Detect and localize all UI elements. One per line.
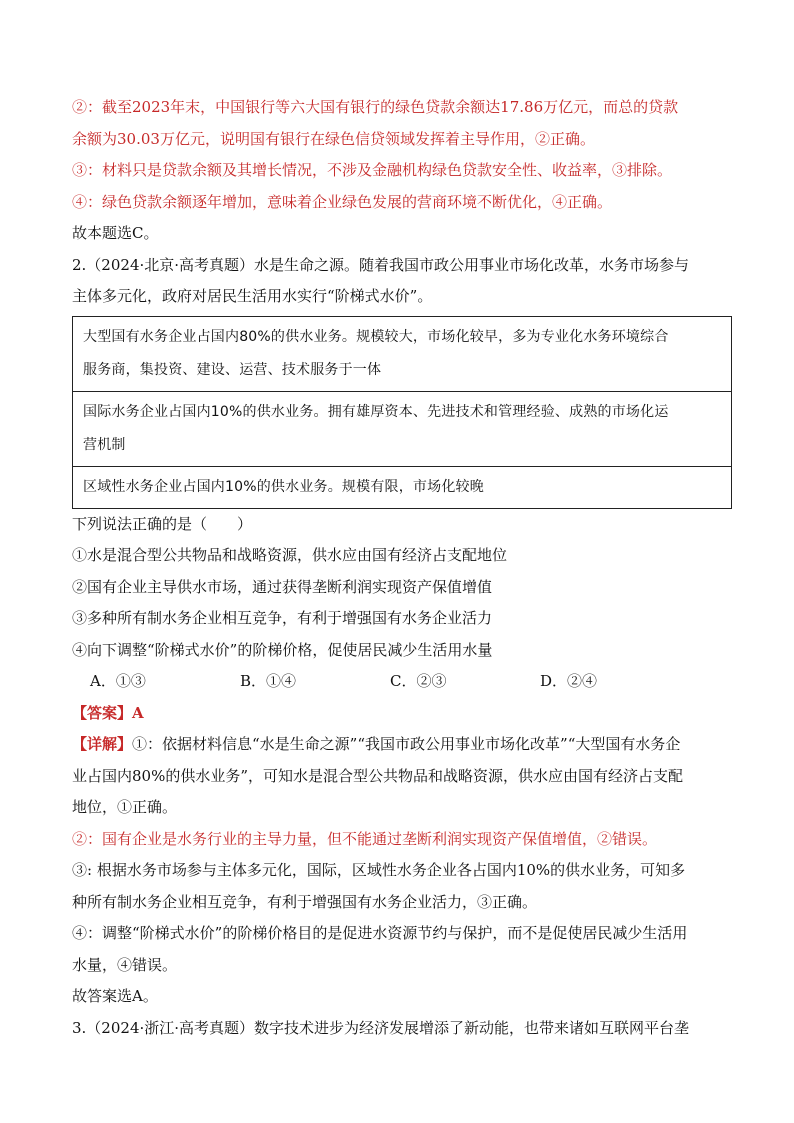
q2-question: 下列说法正确的是（ ） — [72, 514, 253, 533]
detail-p3-line1: ③: 根据水务市场参与主体多元化，国际，区域性水务企业各占国内10%的供水业务，可知多 — [72, 861, 686, 879]
detail-p2: ②：国有企业是水务行业的主导力量，但不能通过垄断利润实现资产保值增值，②错误。 — [72, 829, 658, 848]
q2-stem-line2: 主体多元化，政府对居民生活用水实行“阶梯式水价”。 — [72, 287, 433, 305]
detail-p1-line1 — [72, 729, 732, 761]
statement-3: ③多种所有制水务企业相互竞争，有利于增强国有水务企业活力 — [72, 609, 493, 627]
answer-value: A — [132, 703, 144, 722]
option-d[interactable]: D．②④ — [540, 672, 598, 690]
q1-detail-p3: ③：材料只是贷款余额及其增长情况，不涉及金融机构绿色贷款安全性、收益率，③排除。 — [72, 161, 673, 179]
q1-detail-p2-line2: 余额为30.03万亿元，说明国有银行在绿色信贷领域发挥着主导作用，②正确。 — [72, 129, 595, 148]
table-cell-line: 大型国有水务企业占国内80%的供水业务。规模较大，市场化较早，多为专业化水务环境综合 — [83, 328, 669, 345]
detail-p4-line2: 水量，④错误。 — [72, 955, 178, 974]
document-page — [72, 92, 732, 1044]
q2-stem-line1: 2.（2024·北京·高考真题）水是生命之源。随着我国市政公用事业市场化改革，水务市场参与 — [72, 255, 690, 274]
table-cell-line: 营机制 — [83, 436, 126, 453]
table-cell-line: 服务商，集投资、建设、运营、技术服务于一体 — [83, 361, 382, 378]
q1-conclusion: 故本题选C。 — [72, 224, 159, 242]
detail-p1-line3: 地位，①正确。 — [72, 798, 178, 816]
answer-tag: 【答案】 — [72, 703, 133, 722]
detail-p4-line1: ④：调整“阶梯式水价”的阶梯价格目的是促进水资源节约与保护，而不是促使居民减少生活用 — [72, 924, 688, 942]
material-table — [72, 316, 732, 509]
option-a[interactable]: A．①③ — [90, 672, 146, 690]
q2-conclusion: 故答案选A。 — [72, 987, 158, 1005]
q1-detail-p2-line1: ②：截至2023年末，中国银行等六大国有银行的绿色贷款余额达17.86万亿元，而总的贷款 — [72, 98, 679, 116]
detail-p1-line2: 业占国内80%的供水业务”，可知水是混合型公共物品和战略资源，供水应由国有经济占支配 — [72, 766, 684, 785]
statement-2: ②国有企业主导供水市场，通过获得垄断利润实现资产保值增值 — [72, 577, 493, 596]
table-cell-line: 国际水务企业占国内10%的供水业务。拥有雄厚资本、先进技术和管理经验、成熟的市场化运 — [83, 403, 669, 420]
q1-detail-p4: ④：绿色贷款余额逐年增加，意味着企业绿色发展的营商环境不断优化，④正确。 — [72, 192, 613, 211]
option-b[interactable]: B．①④ — [240, 672, 297, 690]
table-row — [73, 392, 731, 467]
statement-1: ①水是混合型公共物品和战略资源，供水应由国有经济占支配地位 — [72, 546, 508, 564]
detail-tag: 【详解】 — [72, 735, 133, 753]
answer-line — [72, 698, 732, 730]
table-row — [73, 467, 731, 508]
detail-p3-line2: 种所有制水务企业相互竞争，有利于增强国有水务企业活力，③正确。 — [72, 892, 538, 911]
table-cell-line: 区域性水务企业占国内10%的供水业务。规模有限，市场化较晚 — [83, 478, 484, 495]
answer-options — [72, 666, 732, 698]
detail-text: ①：依据材料信息“水是生命之源”“我国市政公用事业市场化改革”“大型国有水务企 — [132, 735, 681, 753]
q3-stem-line1: 3.（2024·浙江·高考真题）数字技术进步为经济发展增添了新动能，也带来诸如互联网平台垄 — [72, 1018, 690, 1037]
statement-4: ④向下调整“阶梯式水价”的阶梯价格，促使居民减少生活用水量 — [72, 640, 493, 659]
option-c[interactable]: C．②③ — [390, 672, 447, 690]
table-row — [73, 317, 731, 392]
